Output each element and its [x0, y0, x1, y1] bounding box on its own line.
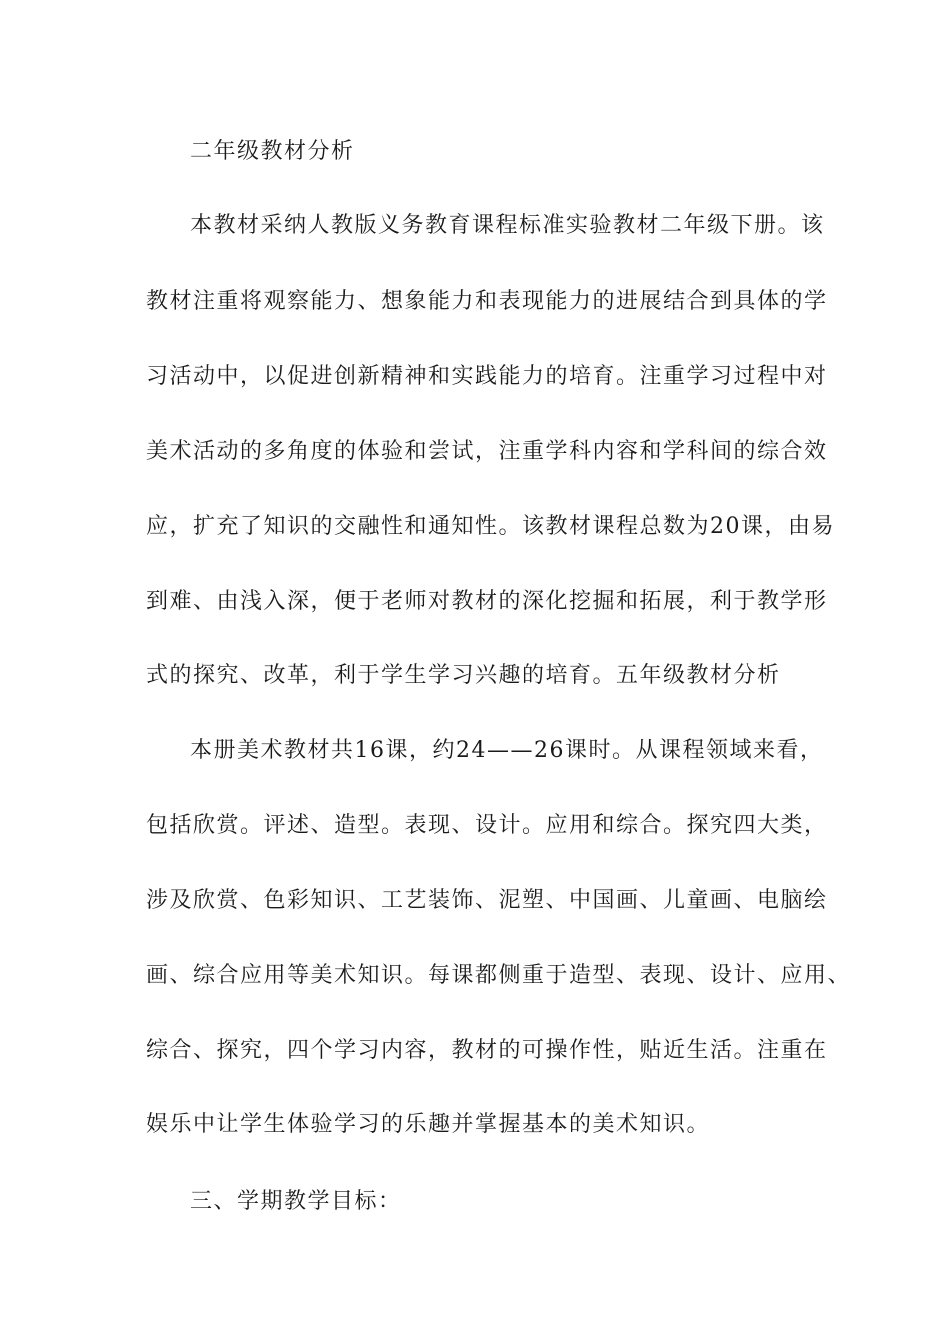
paragraph-line: 本教材采纳人教版义务教育课程标准实验教材二年级下册。该 — [190, 213, 825, 238]
paragraph-line: 到难、由浅入深，便于老师对教材的深化挖掘和拓展，利于教学形 — [146, 589, 828, 614]
paragraph-line: 式的探究、改革，利于学生学习兴趣的培育。五年级教材分析 — [146, 663, 781, 688]
paragraph-line: 教材注重将观察能力、想象能力和表现能力的进展结合到具体的学 — [146, 289, 828, 314]
paragraph-line: 画、综合应用等美术知识。每课都侧重于造型、表现、设计、应用、 — [146, 963, 852, 988]
paragraph-line: 美术活动的多角度的体验和尝试，注重学科内容和学科间的综合效 — [146, 439, 828, 464]
paragraph-line: 综合、探究，四个学习内容，教材的可操作性，贴近生活。注重在 — [146, 1038, 828, 1063]
paragraph-line: 涉及欣赏、色彩知识、工艺装饰、泥塑、中国画、儿童画、电脑绘 — [146, 888, 828, 913]
paragraph-line: 本册美术教材共16课，约24——26课时。从课程领域来看， — [190, 738, 824, 763]
paragraph-line: 应，扩充了知识的交融性和通知性。该教材课程总数为20课，由易 — [146, 514, 835, 539]
paragraph-line: 娱乐中让学生体验学习的乐趣并掌握基本的美术知识。 — [146, 1112, 711, 1137]
paragraph-line: 习活动中，以促进创新精神和实践能力的培育。注重学习过程中对 — [146, 364, 828, 389]
paragraph-line: 包括欣赏。评述、造型。表现、设计。应用和综合。探究四大类， — [146, 813, 828, 838]
section-heading-grade-two: 二年级教材分析 — [190, 139, 355, 164]
section-heading-semester-goals: 三、学期教学目标： — [190, 1189, 402, 1214]
